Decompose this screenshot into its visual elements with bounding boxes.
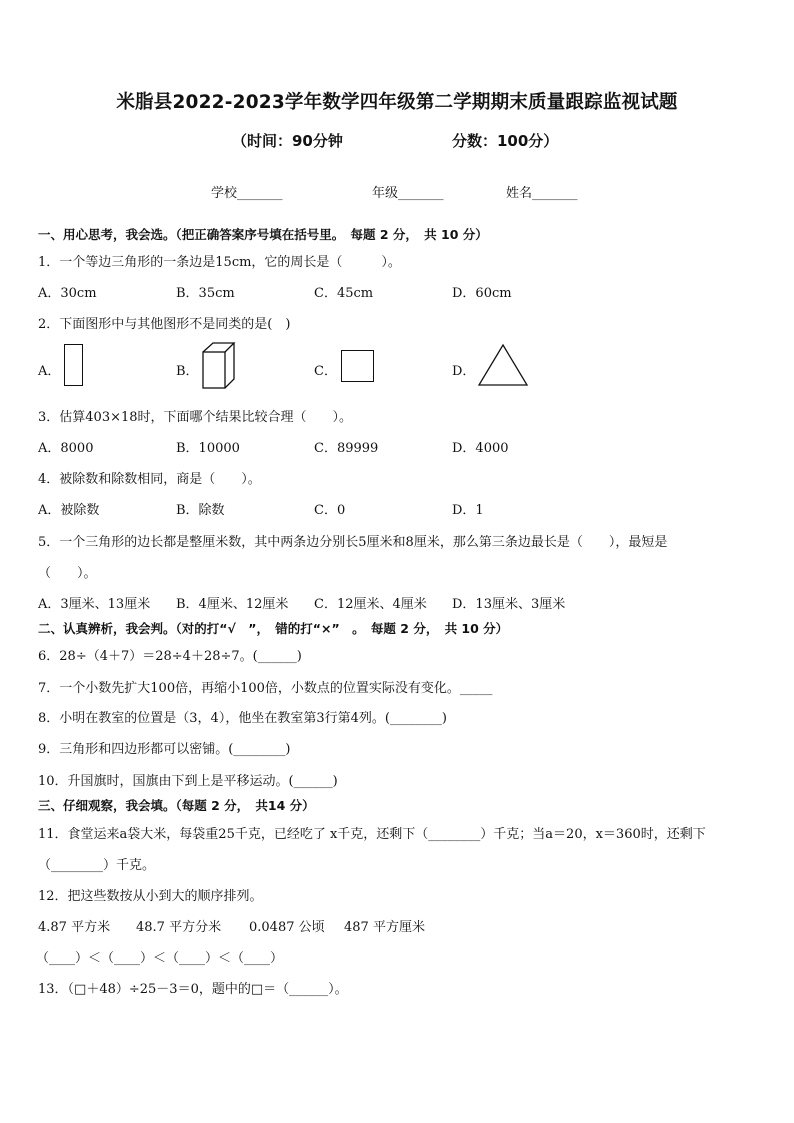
question-7: 7．一个小数先扩大100倍，再缩小100倍，小数点的位置实际没有变化。_____: [38, 681, 493, 696]
question-10: 10．升国旗时，国旗由下到上是平移运动。(______): [38, 774, 338, 789]
option-c: C．45cm: [314, 286, 374, 301]
grade-field: 年级_______: [372, 186, 444, 201]
question-11: 11．食堂运来a袋大米，每袋重25千克，已经吃了 x千克，还剩下（________）千克；当a＝20，x＝360时，还剩下: [38, 827, 706, 842]
question-11-continued: （________）千克。: [38, 858, 156, 873]
question-5: 5．一个三角形的边长都是整厘米数，其中两条边分别长5厘米和8厘米，那么第三条边最长是（ ），最短是: [38, 535, 668, 550]
option-b: B．10000: [176, 441, 240, 456]
option-d: D．: [452, 364, 476, 379]
ordering-blanks: （____）＜（____）＜（____）＜（____）: [36, 951, 284, 966]
area-value: 4.87 平方米: [38, 920, 111, 935]
option-d: D．60cm: [452, 286, 512, 301]
section-heading: 一、用心思考，我会选。（把正确答案序号填在括号里。 每题 2 分， 共 10 分）: [38, 227, 488, 242]
question-3: 3．估算403×18时，下面哪个结果比较合理（ ）。: [38, 410, 353, 425]
option-c: C．: [314, 364, 337, 379]
option-d: D．1: [452, 503, 484, 518]
time-limit: （时间：90分钟: [232, 132, 343, 150]
rectangle-figure: [64, 344, 83, 386]
question-12: 12．把这些数按从小到大的顺序排列。: [38, 889, 263, 904]
school-field: 学校_______: [211, 186, 283, 201]
square-figure: [341, 350, 374, 382]
question-13: 13．（□＋48）÷25－3＝0，题中的□＝（______）。: [38, 982, 348, 997]
area-value: 487 平方厘米: [344, 920, 425, 935]
option-b: B．: [176, 364, 199, 379]
option-b: B．除数: [176, 503, 225, 518]
option-c: C．12厘米、4厘米: [314, 597, 427, 612]
section-heading: 三、仔细观察，我会填。（每题 2 分， 共14 分）: [38, 798, 315, 813]
name-field: 姓名_______: [506, 186, 578, 201]
option-b: B．4厘米、12厘米: [176, 597, 289, 612]
option-a: A．被除数: [38, 503, 100, 518]
question-9: 9．三角形和四边形都可以密铺。(________): [38, 742, 291, 757]
option-d: D．13厘米、3厘米: [452, 597, 566, 612]
option-a: A．3厘米、13厘米: [38, 597, 151, 612]
question-8: 8．小明在教室的位置是（3，4），他坐在教室第3行第4列。(________): [38, 711, 447, 726]
option-c: C．0: [314, 503, 346, 518]
option-a: A．8000: [38, 441, 94, 456]
question-1: 1．一个等边三角形的一条边是15cm，它的周长是（ ）。: [38, 255, 401, 270]
option-b: B．35cm: [176, 286, 235, 301]
area-value: 0.0487 公顷: [249, 920, 325, 935]
total-score: 分数：100分）: [452, 132, 559, 150]
section-heading: 二、认真辨析，我会判。（对的打“√ ”， 错的打“×” 。 每题 2 分， 共 10 分）: [38, 621, 509, 636]
question-4: 4．被除数和除数相同，商是（ ）。: [38, 472, 261, 487]
question-2: 2．下面图形中与其他图形不是同类的是( ): [38, 317, 291, 332]
question-5-continued: （ ）。: [38, 566, 97, 581]
question-6: 6．28÷（4＋7）＝28÷4＋28÷7。(______): [38, 649, 302, 664]
option-a: A．: [38, 364, 61, 379]
cuboid-figure: [199, 340, 237, 390]
option-d: D．4000: [452, 441, 509, 456]
area-value: 48.7 平方分米: [136, 920, 222, 935]
exam-title: 米脂县2022-2023学年数学四年级第二学期期末质量跟踪监视试题: [116, 92, 678, 113]
triangle-figure: [477, 343, 529, 387]
option-c: C．89999: [314, 441, 379, 456]
option-a: A．30cm: [38, 286, 97, 301]
